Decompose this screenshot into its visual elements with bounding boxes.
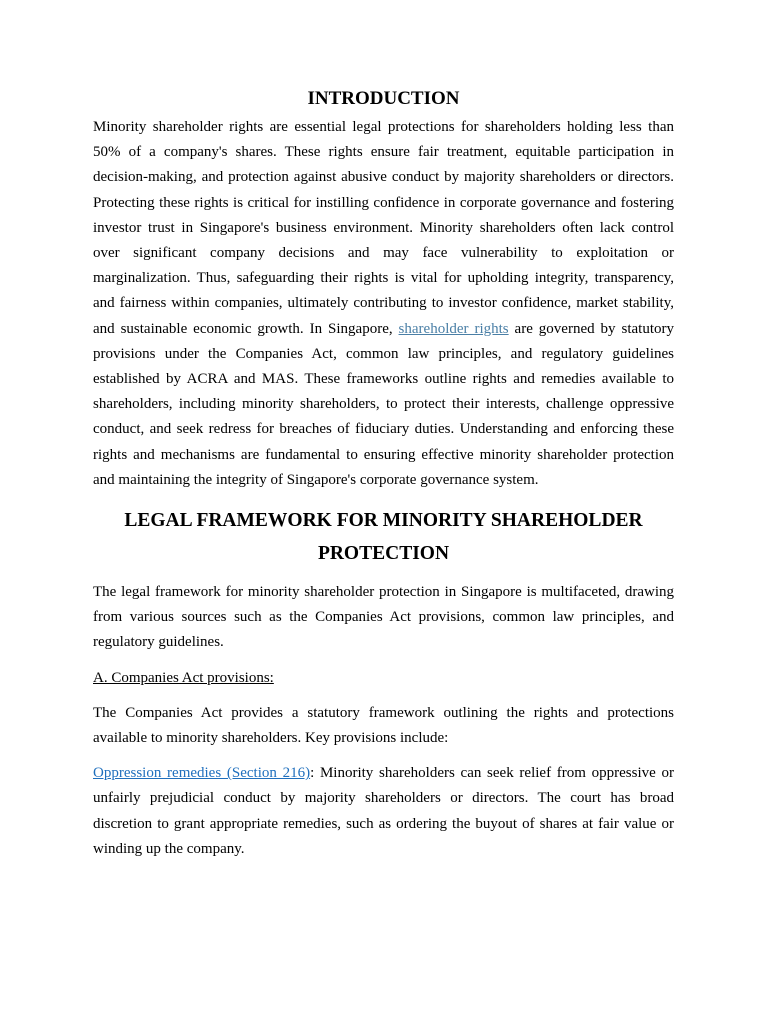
shareholder-rights-link[interactable]: shareholder rights	[398, 320, 509, 337]
introduction-paragraph	[93, 115, 674, 493]
companies-act-paragraph: The Companies Act provides a statutory framework outlining the rights and protections available to minority shareholders. Key provisions include:	[93, 704, 674, 747]
legal-framework-heading: LEGAL FRAMEWORK FOR MINORITY SHAREHOLDER PROTECTION	[124, 510, 643, 565]
introduction-heading: INTRODUCTION	[307, 88, 460, 109]
legal-framework-intro-paragraph: The legal framework for minority shareholder protection in Singapore is multifaceted, drawing from various sources such as the Companies Act provisions, common law principles, and regulatory guidelines.	[93, 584, 674, 651]
introduction-text-after-link: are governed by statutory provisions under the Companies Act, common law principles, and regulatory guidelines established by ACRA and MAS. These frameworks outline rights and remedies available to shareholders, including minority shareholders, to protect their interests, challenge oppressive conduct, and seek redress for breaches of fiduciary duties. Understanding and enforcing these rights and mechanisms are fundamental to ensuring effective minority shareholder protection and maintaining the integrity of Singapore's corporate governance system.	[93, 320, 674, 488]
oppression-remedies-link[interactable]: Oppression remedies (Section 216)	[93, 765, 311, 782]
oppression-remedies-paragraph	[93, 761, 674, 862]
companies-act-subsection-title	[93, 666, 674, 691]
subsection-title-text: A. Companies Act provisions:	[93, 669, 274, 686]
introduction-text-before-link: Minority shareholder rights are essential legal protections for shareholders holding less than 50% of a company's shares. These rights ensure fair treatment, equitable participation in decision-making, and protection against abusive conduct by majority shareholders or directors. Protecting these rights is critical for instilling confidence in corporate governance and fostering investor trust in Singapore's business environment. Minority shareholders often lack control over significant company decisions and may face vulnerability to exploitation or marginalization. Thus, safeguarding their rights is vital for upholding integrity, transparency, and fairness within companies, ultimately contributing to investor confidence, market stability, and sustainable economic growth. In Singapore,	[93, 119, 674, 337]
oppression-remedies-text: : Minority shareholders can seek relief from oppressive or unfairly prejudicial conduct by majority shareholders or directors. The court has broad discretion to grant appropriate remedies, such as ordering the buyout of shares at fair value or winding up the company.	[93, 765, 674, 857]
